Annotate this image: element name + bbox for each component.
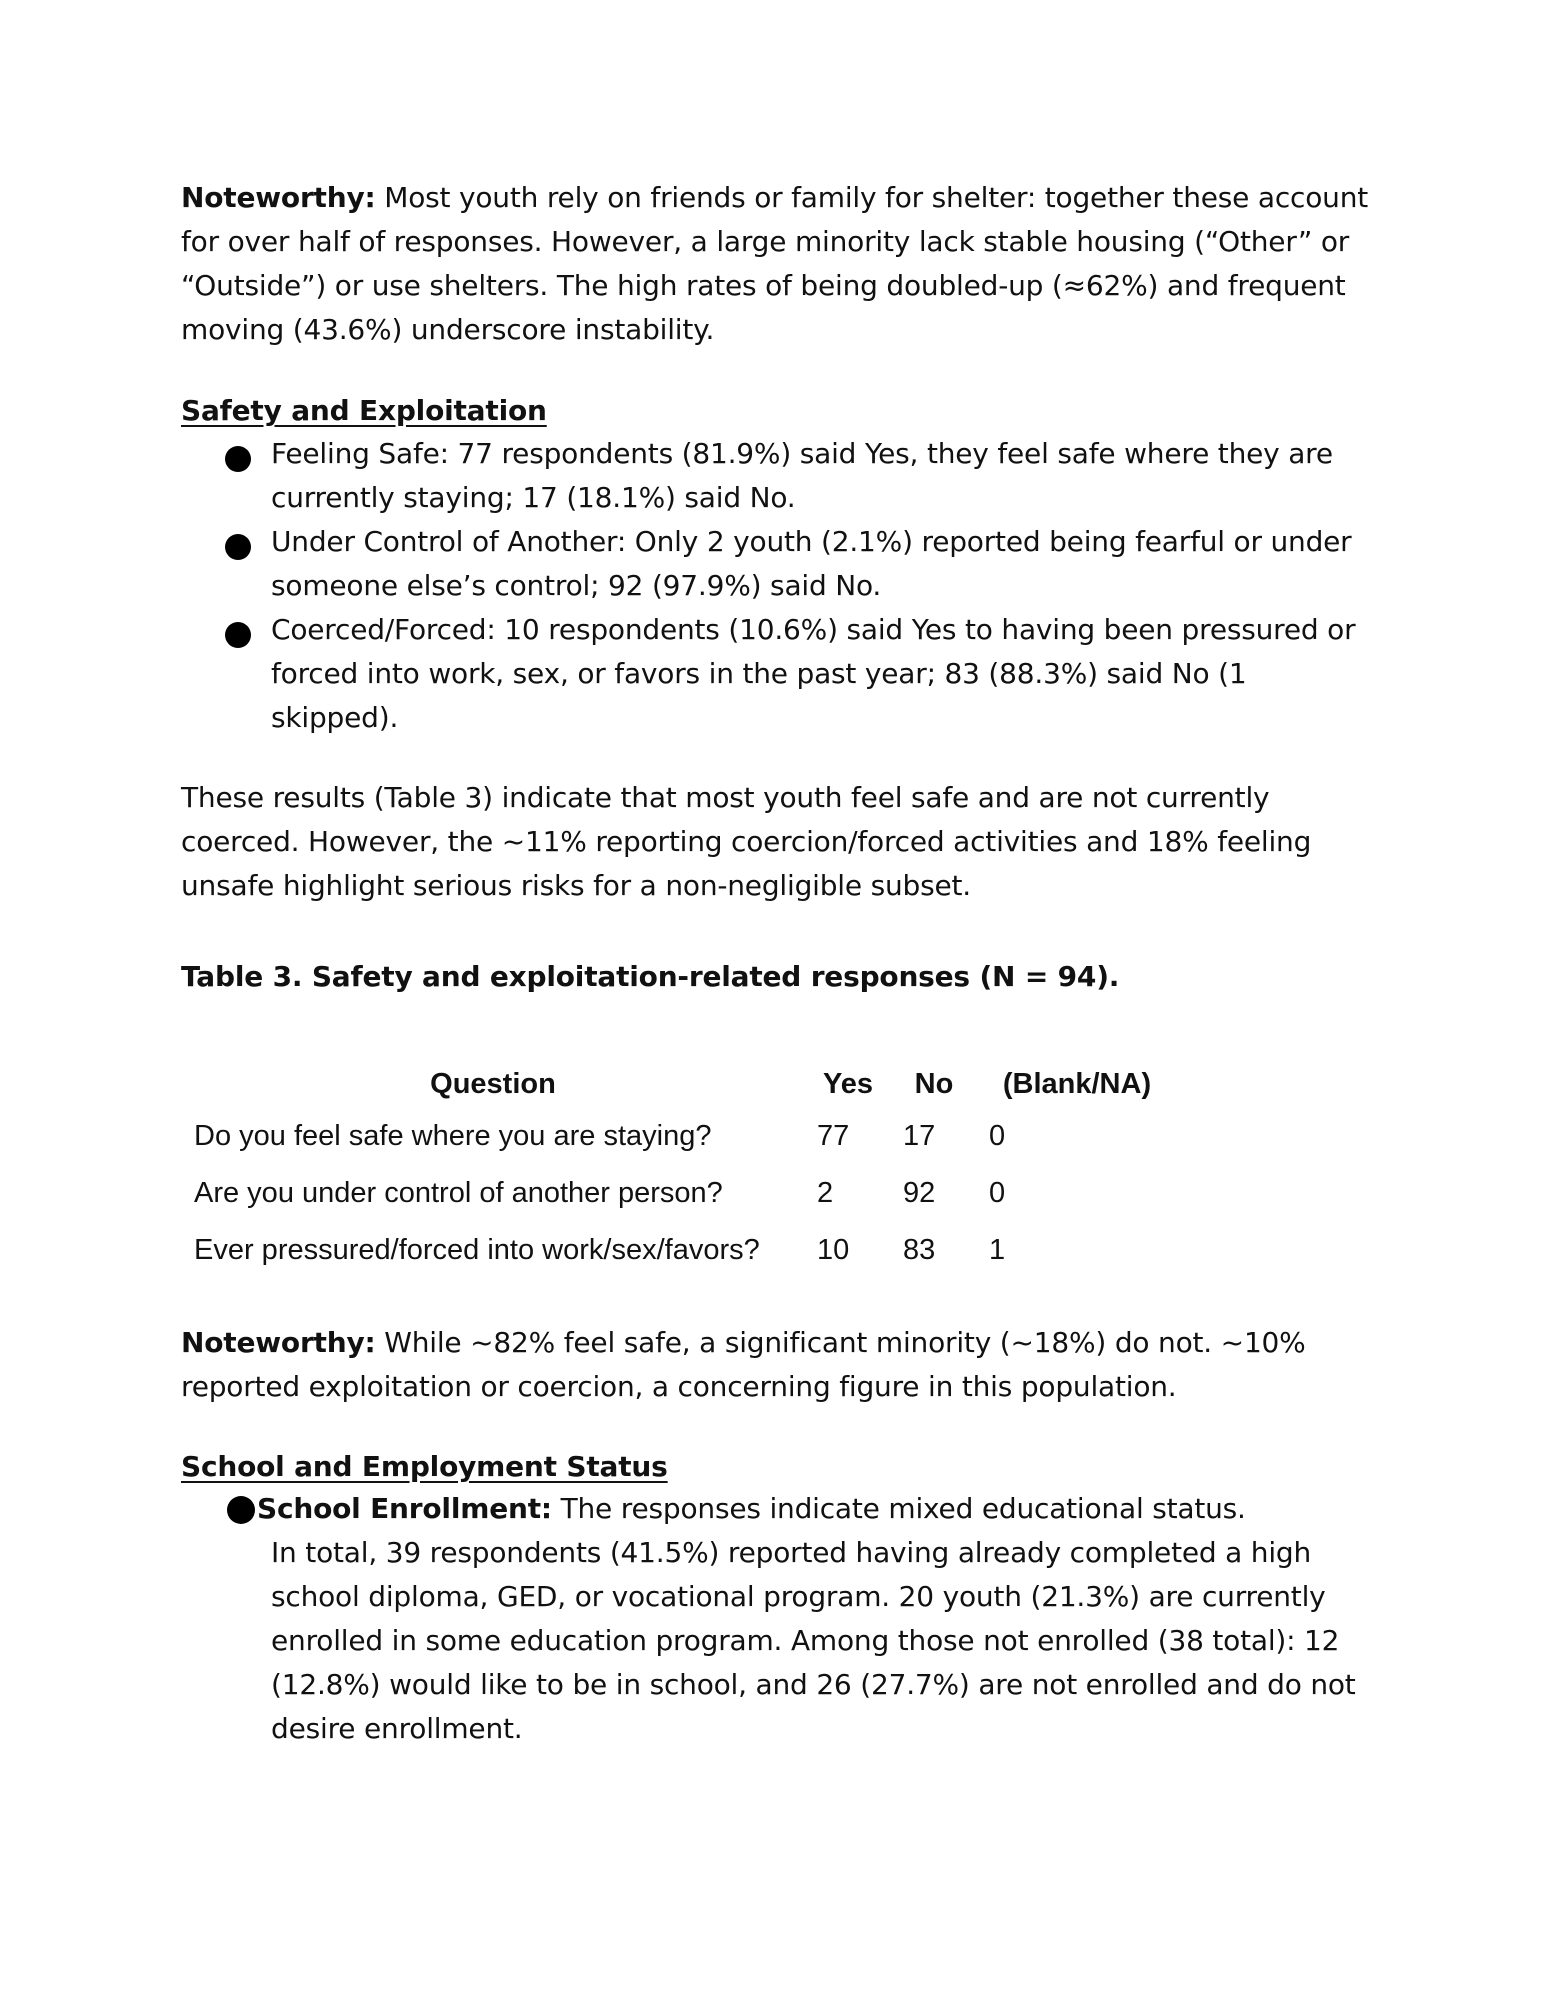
cell-blank: 0 [989,1177,1006,1209]
cell-blank: 0 [989,1120,1006,1152]
bullet-item-coerced [181,608,1371,740]
table-row [181,1108,1177,1165]
bullet-text: Coerced/Forced: 10 respondents (10.6%) said Yes to having been pressured or forced into work, sex, or favors in the past year; 83 (88.3%) said No (1 skipped). [271,613,1356,734]
bullet-item-feeling-safe [181,432,1371,520]
school-enrollment-bullet [181,1487,1381,1751]
safety-responses-table [181,1060,1177,1279]
school-enrollment-label: School Enrollment: [257,1492,552,1525]
bullet-text: Under Control of Another: Only 2 youth (2.1%) reported being fearful or under someone else’s control; 92 (97.9%) said No. [271,525,1352,602]
noteworthy-paragraph-safety [181,1321,1371,1409]
cell-yes: 2 [817,1177,834,1209]
table-caption: Table 3. Safety and exploitation-related responses (N = 94). [181,960,1120,993]
table-row [181,1165,1177,1222]
cell-yes: 10 [817,1234,850,1266]
bullet-dot-icon [227,1496,255,1524]
table-row [181,1222,1177,1279]
school-enrollment-first-line [181,1487,1381,1531]
noteworthy-label: Noteworthy: [181,1326,376,1359]
cell-blank: 1 [989,1234,1006,1266]
bullet-dot-icon [225,446,251,472]
safety-summary-paragraph: These results (Table 3) indicate that most youth feel safe and are not currently coerced. However, the ~11% reporting coercion/forced activities and 18% feeling unsafe highlight serious risks for a non-negligible subset. [181,781,1312,902]
column-header-question: Question [430,1067,556,1100]
cell-no: 92 [903,1177,936,1209]
noteworthy-text: While ~82% feel safe, a significant minority (~18%) do not. ~10% reported exploitation or coercion, a concerning figure in this population. [181,1326,1306,1403]
cell-no: 83 [903,1234,936,1266]
cell-question: Are you under control of another person? [194,1177,723,1209]
noteworthy-paragraph-housing [181,176,1371,352]
school-enrollment-intro: The responses indicate mixed educational status. [551,1492,1246,1525]
cell-yes: 77 [817,1120,850,1152]
bullet-text: Feeling Safe: 77 respondents (81.9%) said Yes, they feel safe where they are currently staying; 17 (18.1%) said No. [271,437,1333,514]
cell-question: Ever pressured/forced into work/sex/favors? [194,1234,760,1266]
noteworthy-text: Most youth rely on friends or family for shelter: together these account for over half of responses. However, a large minority lack stable housing (“Other” or “Outside”) or use shelters. The high rates of being doubled-up (≈62%) and frequent moving (43.6%) underscore instability. [181,181,1369,346]
bullet-dot-icon [225,534,251,560]
column-header-no: No [914,1067,954,1100]
section-heading-safety: Safety and Exploitation [181,394,547,427]
bullet-item-under-control [181,520,1371,608]
table-header-row [181,1060,1177,1108]
column-header-yes: Yes [823,1067,873,1100]
school-enrollment-label-wrap [257,1492,1246,1525]
column-header-blank: (Blank/NA) [1002,1067,1152,1100]
cell-question: Do you feel safe where you are staying? [194,1120,712,1152]
noteworthy-label: Noteworthy: [181,181,376,214]
bullet-dot-icon [225,622,251,648]
school-enrollment-details: In total, 39 respondents (41.5%) reported having already completed a high school diploma, GED, or vocational program. 20 youth (21.3%) are currently enrolled in some education program. Among those not enrolled (38 total): 12 (12.8%) would like to be in school, and 26 (27.7%) are not enrolled and do not desire enrollment. [271,1536,1356,1745]
section-heading-school: School and Employment Status [181,1450,668,1483]
cell-no: 17 [903,1120,936,1152]
safety-bullet-list [181,432,1371,740]
